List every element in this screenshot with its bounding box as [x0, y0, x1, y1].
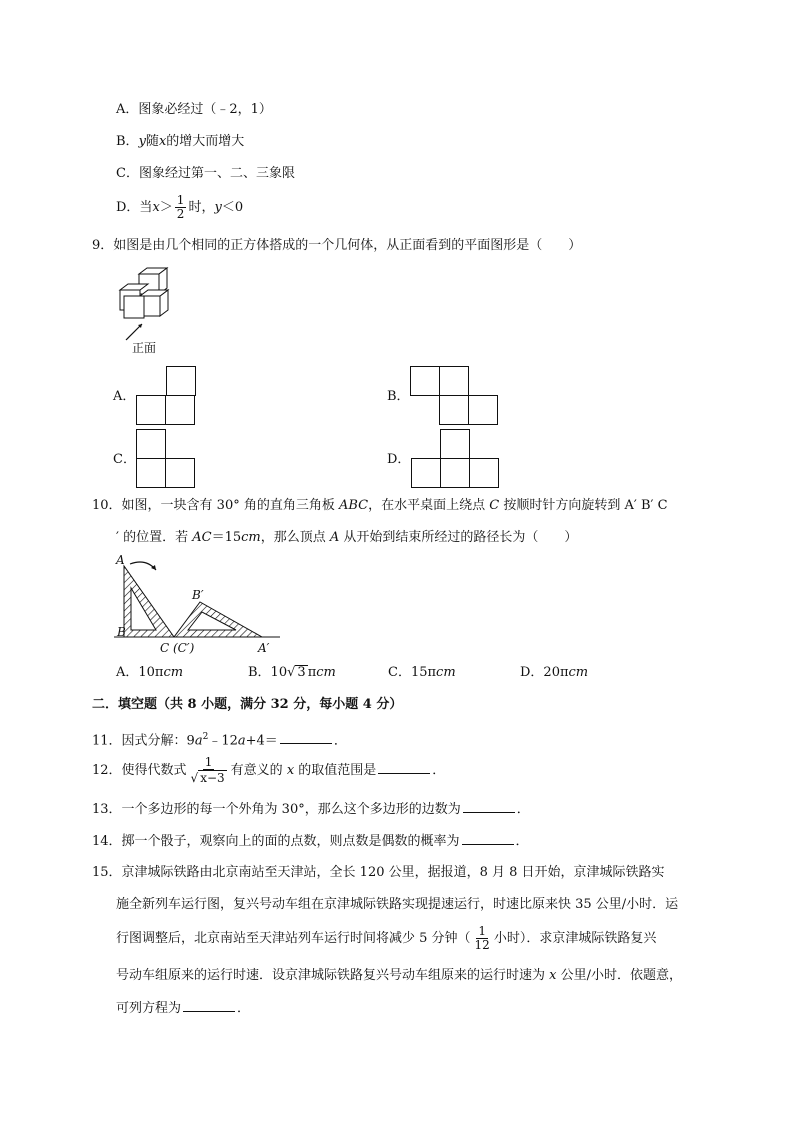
text: A．10π — [116, 665, 164, 680]
unit: cm — [568, 665, 589, 680]
fraction — [189, 756, 229, 785]
radicand: 3 — [297, 665, 306, 680]
q9-stem: 9．如图是由几个相同的正方体搭成的一个几何体，从正面看到的平面图形是（ ） — [92, 238, 582, 253]
numerator: 1 — [478, 924, 486, 938]
text: ． — [516, 802, 530, 817]
text: 有意义的 — [230, 763, 287, 778]
answer-blank[interactable] — [463, 800, 515, 813]
square-cell — [136, 458, 166, 488]
q9-option-a-label: A． — [113, 389, 136, 404]
section-2-title: 二．填空题（共 8 小题，满分 32 分，每小题 4 分） — [92, 697, 403, 712]
q9-option-a-figure — [136, 366, 196, 426]
fig-label-c: C (C′) — [160, 641, 195, 655]
text: 12．使得代数式 — [92, 763, 187, 778]
q10-rotation-figure — [112, 552, 282, 656]
q10-stem-line-2 — [116, 529, 577, 547]
var-a: a — [237, 733, 246, 749]
q10-option-d — [520, 664, 588, 682]
text: 号动车组原来的运行时速．设京津城际铁路复兴号动车组原来的运行时速为 — [116, 968, 550, 983]
triangle-name: ABC — [338, 498, 369, 513]
unit: cm — [163, 665, 184, 680]
q12 — [92, 754, 445, 788]
q15-line-1: 15．京津城际铁路由北京南站至天津站，全长 120 公里，据报道，8 月 8 日开始，京津城际铁路实 — [92, 865, 665, 880]
text: 行图调整后，北京南站至天津站列车运行时间将减少 5 分钟（ — [116, 931, 471, 946]
fig-label-a: A — [116, 553, 125, 567]
text: 11．因式分解：9 — [92, 733, 195, 749]
square-cell — [411, 458, 441, 488]
denominator: 2 — [176, 207, 185, 221]
numerator: 1 — [204, 755, 213, 769]
square-cell — [165, 458, 195, 488]
radicand: x−3 — [200, 771, 225, 785]
text: ． — [237, 1001, 251, 1016]
text: 小时）．求京津城际铁路复兴 — [493, 931, 657, 946]
answer-blank[interactable] — [462, 832, 514, 845]
answer-blank[interactable] — [378, 761, 430, 774]
var-x: x — [152, 200, 160, 215]
text: ，那么顶点 — [260, 530, 330, 545]
text: ＞ — [159, 200, 173, 215]
text: 按顺时针方向旋转到 A′ B′ C — [499, 498, 668, 513]
text: +4＝ — [245, 733, 278, 749]
text: ′ 的位置．若 — [116, 530, 193, 545]
text: 14．掷一个骰子，观察向上的面的点数，则点数是偶数的概率为 — [92, 834, 460, 849]
text: 公里/小时．依题意， — [556, 968, 682, 983]
text: D．20π — [520, 665, 569, 680]
q11 — [92, 728, 347, 750]
text: B．10 — [248, 665, 288, 680]
square-cell — [136, 429, 166, 459]
text: 随 — [145, 134, 159, 149]
q8-option-c: C．图象经过第一、二、三象限 — [116, 166, 295, 181]
text: 时， — [188, 200, 215, 215]
text: π — [307, 665, 317, 680]
text: ＜0 — [221, 200, 244, 215]
q8-option-a: A．图象必经过（﹣2，1） — [116, 102, 272, 117]
square-cell — [468, 395, 498, 425]
square-cell — [165, 395, 195, 425]
square-cell — [439, 395, 469, 425]
q10-option-b: B．10√ 3 πcm — [248, 665, 336, 680]
q15-line-4 — [116, 967, 682, 985]
text: 的取值范围是 — [294, 763, 377, 778]
text: ＝15 — [211, 530, 242, 545]
text: D．当 — [116, 200, 153, 215]
fig-label-b-prime: B′ — [192, 588, 204, 602]
q9-option-b-label: B． — [387, 389, 410, 404]
q9-option-d-figure — [411, 429, 501, 489]
q14 — [92, 832, 529, 851]
text: B． — [116, 134, 139, 149]
square-cell — [166, 366, 196, 396]
var-y: y — [138, 134, 146, 149]
q10-option-a — [116, 664, 183, 682]
var-x: x — [286, 763, 295, 778]
exponent: 2 — [202, 732, 209, 742]
q15-line-3 — [116, 922, 656, 956]
numerator: 1 — [176, 193, 185, 207]
unit: cm — [436, 665, 456, 680]
text: ﹣12 — [208, 733, 238, 749]
q9-option-d-label: D． — [387, 452, 411, 467]
q9-option-b-figure — [410, 366, 500, 426]
square-cell — [136, 395, 166, 425]
point-a: A — [329, 530, 340, 545]
text: ． — [432, 763, 446, 778]
unit: cm — [241, 530, 261, 545]
text: ． — [515, 834, 529, 849]
point-c: C — [489, 498, 500, 513]
fig-label-b: B — [117, 625, 126, 639]
square-cell — [410, 366, 440, 396]
q9-option-c-label: C． — [113, 452, 136, 467]
denominator: √ x−3 — [190, 771, 225, 785]
text: 从开始到结束所经过的路径长为（ ） — [339, 530, 578, 545]
var-a: a — [194, 733, 203, 749]
unit: cm — [316, 665, 336, 680]
var-x: x — [158, 134, 167, 149]
q10-option-c — [388, 664, 456, 682]
q8-option-d — [116, 194, 243, 222]
fig-label-a-prime: A′ — [258, 641, 270, 655]
text: 10．如图，一块含有 30° 角的直角三角板 — [92, 498, 339, 513]
square-cell — [439, 366, 469, 396]
text: 的增大而增大 — [166, 134, 245, 149]
text: 13．一个多边形的每一个外角为 30°，那么这个多边形的边数为 — [92, 802, 461, 817]
segment-ac: AC — [192, 530, 212, 545]
var-y: y — [214, 200, 222, 215]
q8-option-b — [116, 133, 244, 151]
q9-option-c-figure — [136, 429, 196, 489]
answer-blank[interactable] — [183, 999, 235, 1012]
answer-blank[interactable] — [280, 731, 332, 744]
q15-line-2: 施全新列车运行图，复兴号动车组在京津城际铁路实现提速运行，时速比原来快 35 公里/小时．运 — [116, 897, 679, 912]
square-cell — [469, 458, 499, 488]
text: 可列方程为 — [116, 1001, 182, 1016]
text: ． — [333, 733, 347, 749]
var-x: x — [549, 968, 557, 983]
q10-stem-line-1 — [92, 497, 668, 515]
text: ，在水平桌面上绕点 — [368, 498, 490, 513]
q13 — [92, 800, 530, 819]
text: C．15π — [388, 665, 437, 680]
fraction — [473, 925, 492, 952]
denominator: 12 — [474, 938, 490, 952]
square-cell — [440, 429, 470, 459]
front-view-label: 正面 — [132, 341, 157, 355]
q15-line-5 — [116, 999, 250, 1018]
fraction — [175, 194, 187, 221]
square-cell — [440, 458, 470, 488]
